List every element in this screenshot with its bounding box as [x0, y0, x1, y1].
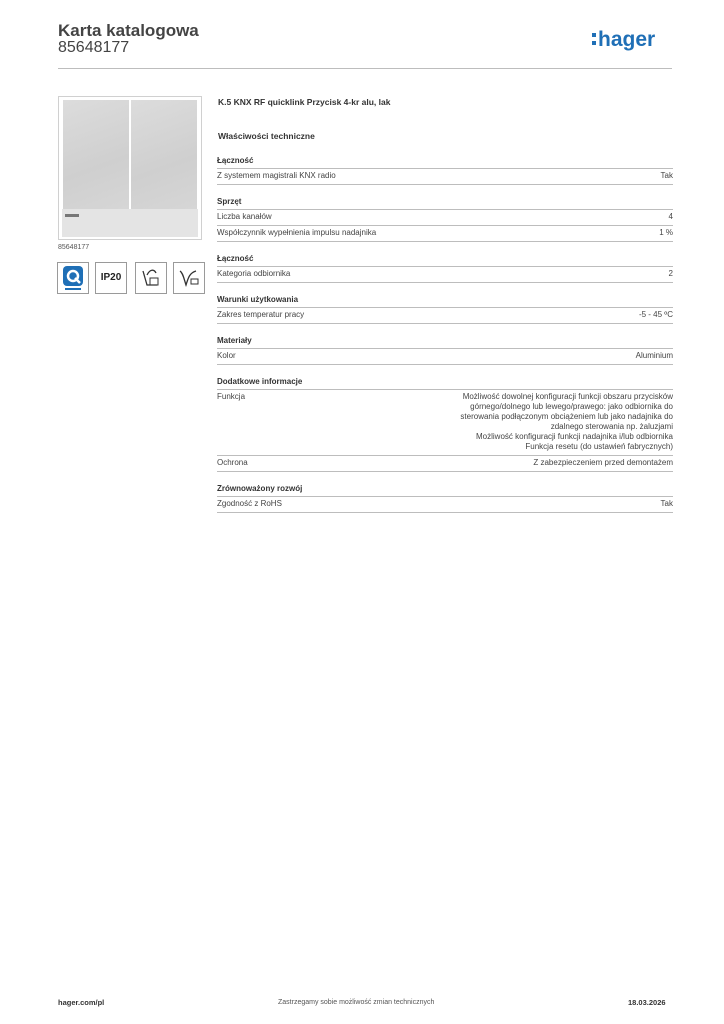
spec-key: Współczynnik wypełnienia impulsu nadajnika [217, 228, 377, 237]
product-image [58, 96, 202, 240]
flush-mount-icon [135, 262, 167, 294]
spec-key: Zgodność z RoHS [217, 499, 282, 508]
spec-value: Możliwość dowolnej konfiguracji funkcji obszaru przycisków górnego/dolnego lub lewego/prawego: jako odbiornika do sterowania podłączonym obciążeniem lub jako nadajnika do zdalnego sterowania np. żaluzjami Możliwość konfiguracji funkcji nadajnika i/lub odbiornika Funkcja resetu (do ustawień fabrycznych) [460, 392, 673, 451]
spec-row [217, 497, 673, 513]
spec-row [217, 267, 673, 283]
footer-notice: Zastrzegamy sobie możliwość zmian technicznych [278, 999, 435, 1006]
spec-value: 4 [668, 212, 673, 221]
group-title: Zrównoważony rozwój [217, 482, 673, 497]
spec-key: Ochrona [217, 458, 248, 467]
spec-key: Kolor [217, 351, 236, 360]
group-title: Warunki użytkowania [217, 293, 673, 308]
image-caption: 85648177 [58, 244, 90, 251]
spec-value: Tak [660, 171, 673, 180]
group-title: Łączność [217, 252, 673, 267]
spec-key: Zakres temperatur pracy [217, 310, 305, 319]
spec-key: Liczba kanałów [217, 212, 272, 221]
logo-text: hager [598, 29, 656, 51]
hager-logo [592, 29, 674, 60]
quality-label-icon [57, 262, 89, 294]
group-title: Sprzęt [217, 195, 673, 210]
frame-bottom [62, 209, 198, 237]
spec-row [217, 390, 673, 456]
spec-key: Z systemem magistrali KNX radio [217, 171, 336, 180]
spec-row [217, 226, 673, 242]
group-title: Materiały [217, 334, 673, 349]
spec-row [217, 349, 673, 365]
spec-key: Kategoria odbiornika [217, 269, 291, 278]
rocker-left [63, 100, 129, 209]
footer-date: 18.03.2026 [628, 998, 666, 1007]
spec-value: Tak [660, 499, 673, 508]
led-icon [65, 214, 79, 217]
spec-value: 1 % [659, 228, 673, 237]
spec-row [217, 308, 673, 324]
spec-key: Funkcja [217, 392, 246, 401]
ip20-badge: IP20 [95, 262, 127, 294]
spec-value: 2 [668, 269, 673, 278]
footer-website-link[interactable]: hager.com/pl [58, 998, 105, 1007]
wall-mount-icon [173, 262, 205, 294]
page-title: Karta katalogowa [58, 21, 199, 40]
rocker-right [131, 100, 197, 209]
product-number: 85648177 [58, 39, 130, 56]
spec-row [217, 169, 673, 185]
section-title: Właściwości techniczne [218, 131, 315, 141]
header-divider [58, 68, 672, 69]
product-name: K.5 KNX RF quicklink Przycisk 4-kr alu, lak [218, 97, 391, 107]
spec-row [217, 456, 673, 472]
spec-value: -5 - 45 ºC [638, 310, 673, 319]
spec-table [217, 154, 673, 513]
spec-value: Z zabezpieczeniem przed demontażem [533, 458, 673, 467]
spec-value: Aluminium [635, 351, 673, 360]
group-title: Dodatkowe informacje [217, 375, 673, 390]
spec-row [217, 210, 673, 226]
group-title: Łączność [217, 154, 673, 169]
